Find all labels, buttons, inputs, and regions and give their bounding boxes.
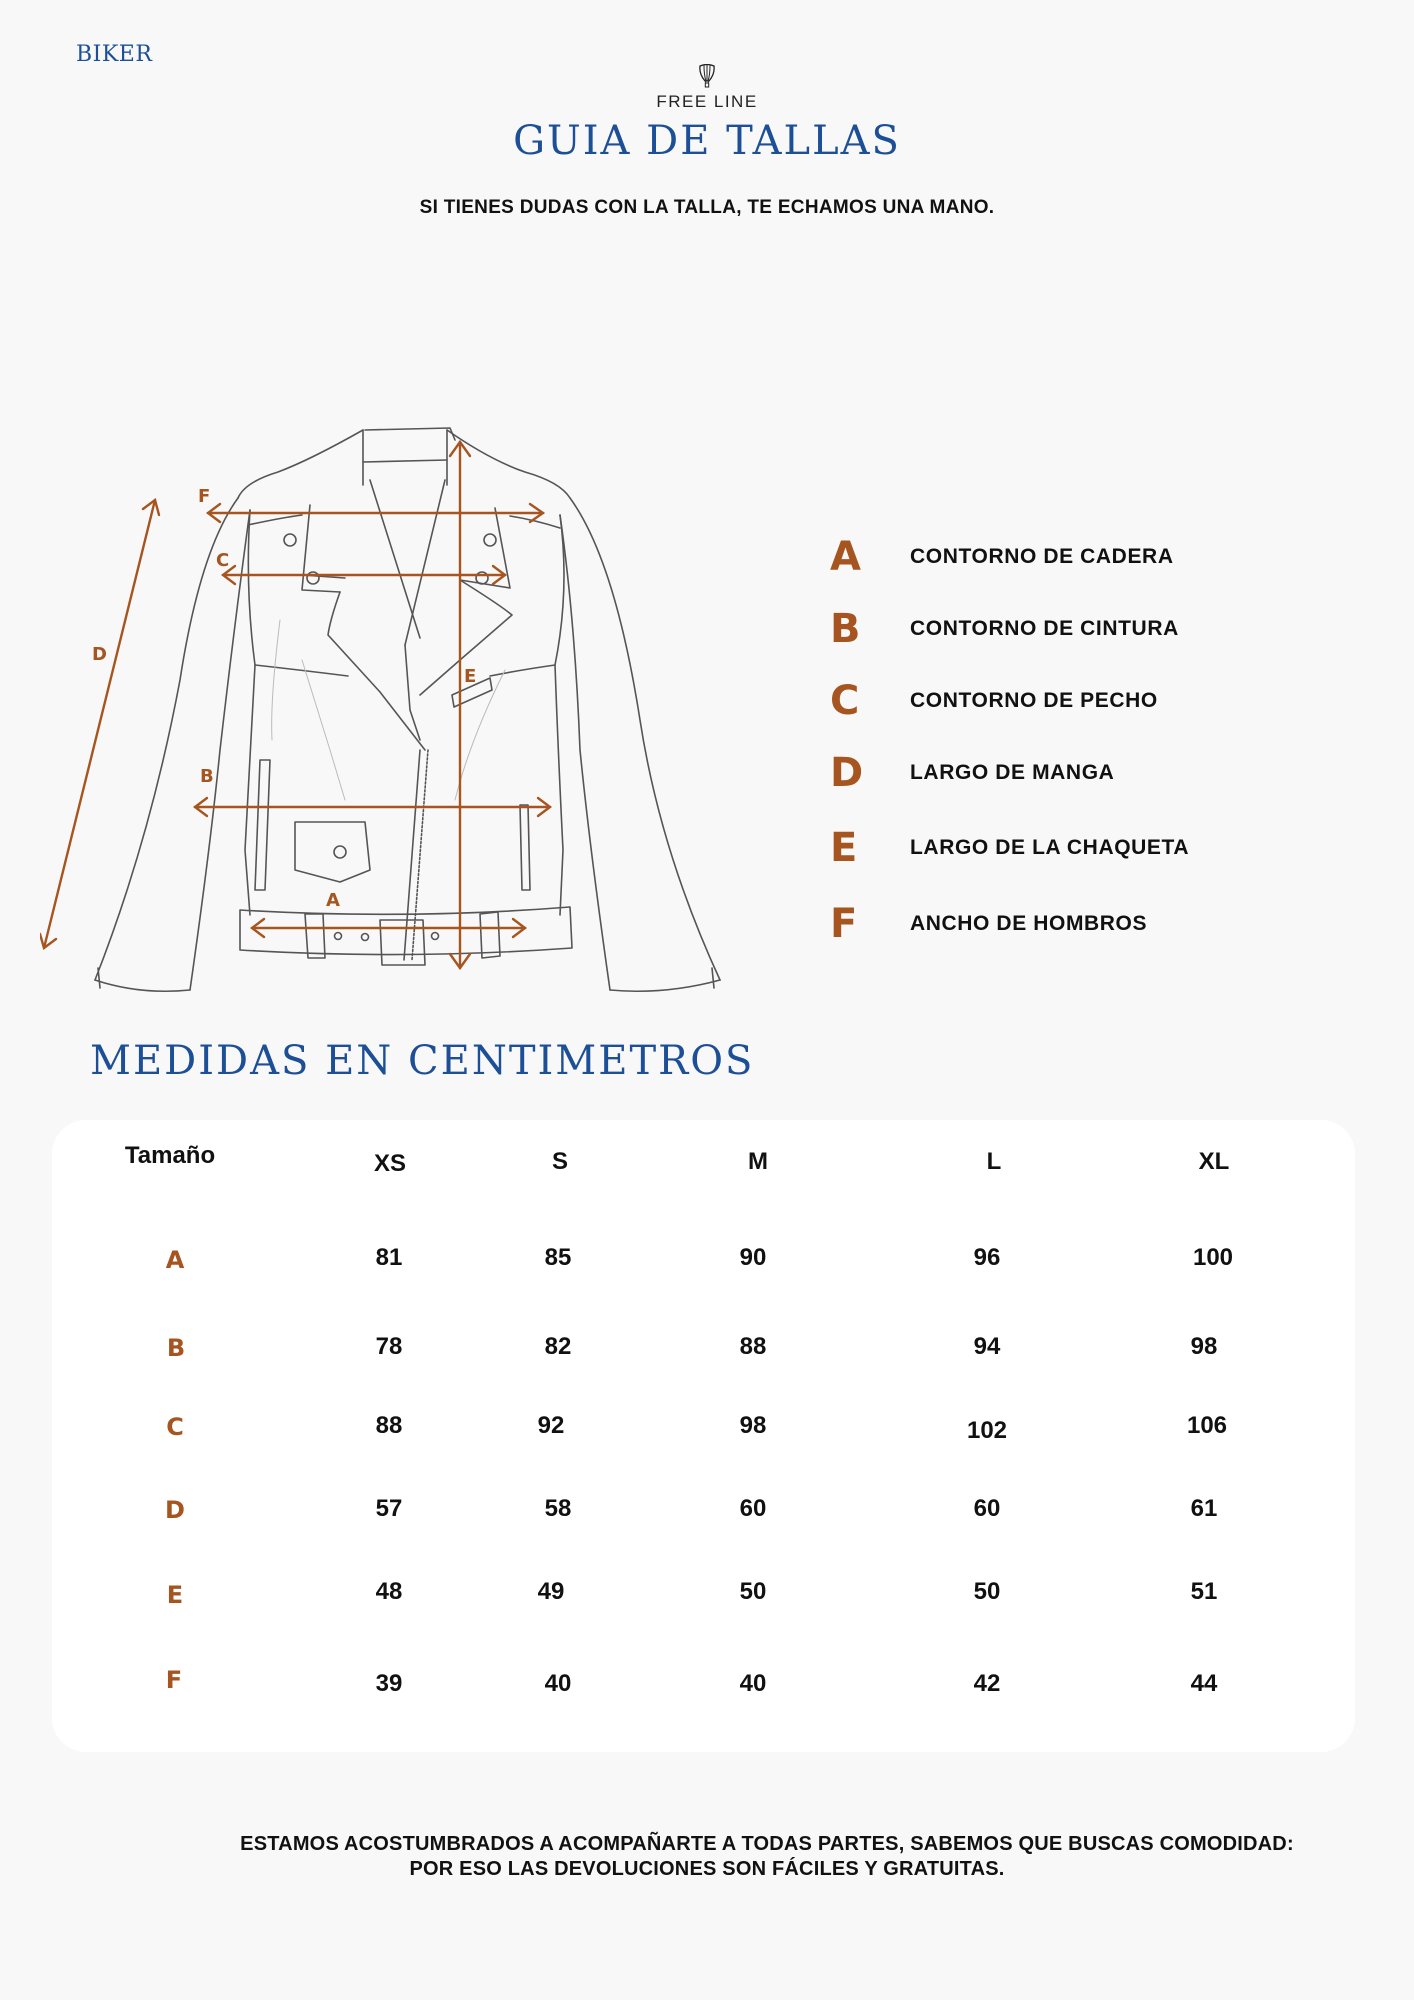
table-cell: 39	[375, 1670, 403, 1697]
table-cell: 51	[1190, 1578, 1218, 1605]
legend-letter: C	[830, 678, 860, 724]
table-cell: 88	[375, 1412, 403, 1439]
table-cell: 42	[973, 1670, 1001, 1697]
legend-item-b	[830, 604, 1179, 654]
legend-letter: B	[830, 606, 861, 652]
table-header-size: Tamaño	[124, 1142, 216, 1169]
legend-letter: D	[830, 750, 864, 796]
legend-item-d	[830, 748, 1114, 798]
legend-label: CONTORNO DE CADERA	[910, 545, 1174, 568]
table-cell: 85	[544, 1244, 572, 1271]
table-header-l: L	[986, 1148, 1002, 1175]
diagram-label-f: F	[198, 486, 211, 507]
table-cell: 92	[537, 1412, 565, 1439]
returns-note-line-2: POR ESO LAS DEVOLUCIONES SON FÁCILES Y GRATUITAS.	[409, 1858, 1005, 1880]
diagram-label-d: D	[92, 644, 107, 665]
table-row-label: E	[166, 1581, 184, 1609]
legend-label: CONTORNO DE CINTURA	[910, 617, 1179, 640]
table-header-xl: XL	[1198, 1148, 1230, 1175]
page-title: GUIA DE TALLAS	[513, 118, 901, 164]
diagram-label-a: A	[326, 890, 340, 911]
table-cell: 94	[973, 1333, 1001, 1360]
measurements-title: MEDIDAS EN CENTIMETROS	[90, 1038, 755, 1084]
table-cell: 81	[375, 1244, 403, 1271]
legend-label: LARGO DE LA CHAQUETA	[910, 836, 1190, 859]
brand-logo	[0, 64, 1414, 112]
size-table	[52, 1120, 1355, 1752]
hot-air-balloon-icon	[698, 64, 716, 90]
returns-note-line-1: ESTAMOS ACOSTUMBRADOS A ACOMPAÑARTE A TODAS PARTES, SABEMOS QUE BUSCAS COMODIDAD:	[240, 1833, 1294, 1855]
table-cell: 98	[1190, 1333, 1218, 1360]
table-cell: 96	[973, 1244, 1001, 1271]
table-cell: 102	[966, 1417, 1008, 1444]
table-cell: 60	[739, 1495, 767, 1522]
table-cell: 57	[375, 1495, 403, 1522]
diagram-label-b: B	[200, 766, 214, 787]
table-cell: 50	[739, 1578, 767, 1605]
legend-letter: F	[830, 901, 858, 947]
table-header-xs: XS	[373, 1150, 406, 1177]
brand-name: FREE LINE	[656, 92, 758, 111]
table-row-label: C	[166, 1413, 184, 1441]
table-cell: 40	[544, 1670, 572, 1697]
table-cell: 88	[739, 1333, 767, 1360]
table-cell: 48	[375, 1578, 403, 1605]
category-label: BIKER	[76, 42, 153, 67]
table-cell: 61	[1190, 1495, 1218, 1522]
table-cell: 100	[1192, 1244, 1234, 1271]
returns-note	[0, 1832, 1414, 1882]
legend-label: ANCHO DE HOMBROS	[910, 912, 1148, 935]
table-cell: 40	[739, 1670, 767, 1697]
table-cell: 106	[1186, 1412, 1228, 1439]
table-row-label: B	[166, 1334, 186, 1362]
table-row-label: D	[165, 1496, 185, 1524]
table-cell: 98	[739, 1412, 767, 1439]
table-row-label: A	[165, 1246, 185, 1274]
table-cell: 50	[973, 1578, 1001, 1605]
table-cell: 60	[973, 1495, 1001, 1522]
legend-item-f	[830, 899, 1147, 949]
page-subtitle: SI TIENES DUDAS CON LA TALLA, TE ECHAMOS UNA MANO.	[419, 197, 995, 218]
legend-label: CONTORNO DE PECHO	[910, 689, 1158, 712]
jacket-diagram	[40, 420, 740, 1010]
legend-label: LARGO DE MANGA	[910, 761, 1115, 784]
table-header-s: S	[551, 1148, 568, 1175]
table-cell: 44	[1190, 1670, 1218, 1697]
table-cell: 49	[537, 1578, 565, 1605]
table-row-label: F	[165, 1666, 183, 1694]
table-cell: 58	[544, 1495, 572, 1522]
table-cell: 90	[739, 1244, 767, 1271]
legend-letter: A	[830, 534, 861, 580]
legend-item-c	[830, 676, 1158, 726]
legend-letter: E	[830, 825, 858, 871]
table-cell: 82	[544, 1333, 572, 1360]
table-header-m: M	[748, 1148, 768, 1175]
diagram-label-e: E	[464, 666, 477, 687]
table-cell: 78	[375, 1333, 403, 1360]
legend-item-a	[830, 532, 1174, 582]
legend-item-e	[830, 823, 1189, 873]
diagram-label-c: C	[216, 550, 230, 571]
